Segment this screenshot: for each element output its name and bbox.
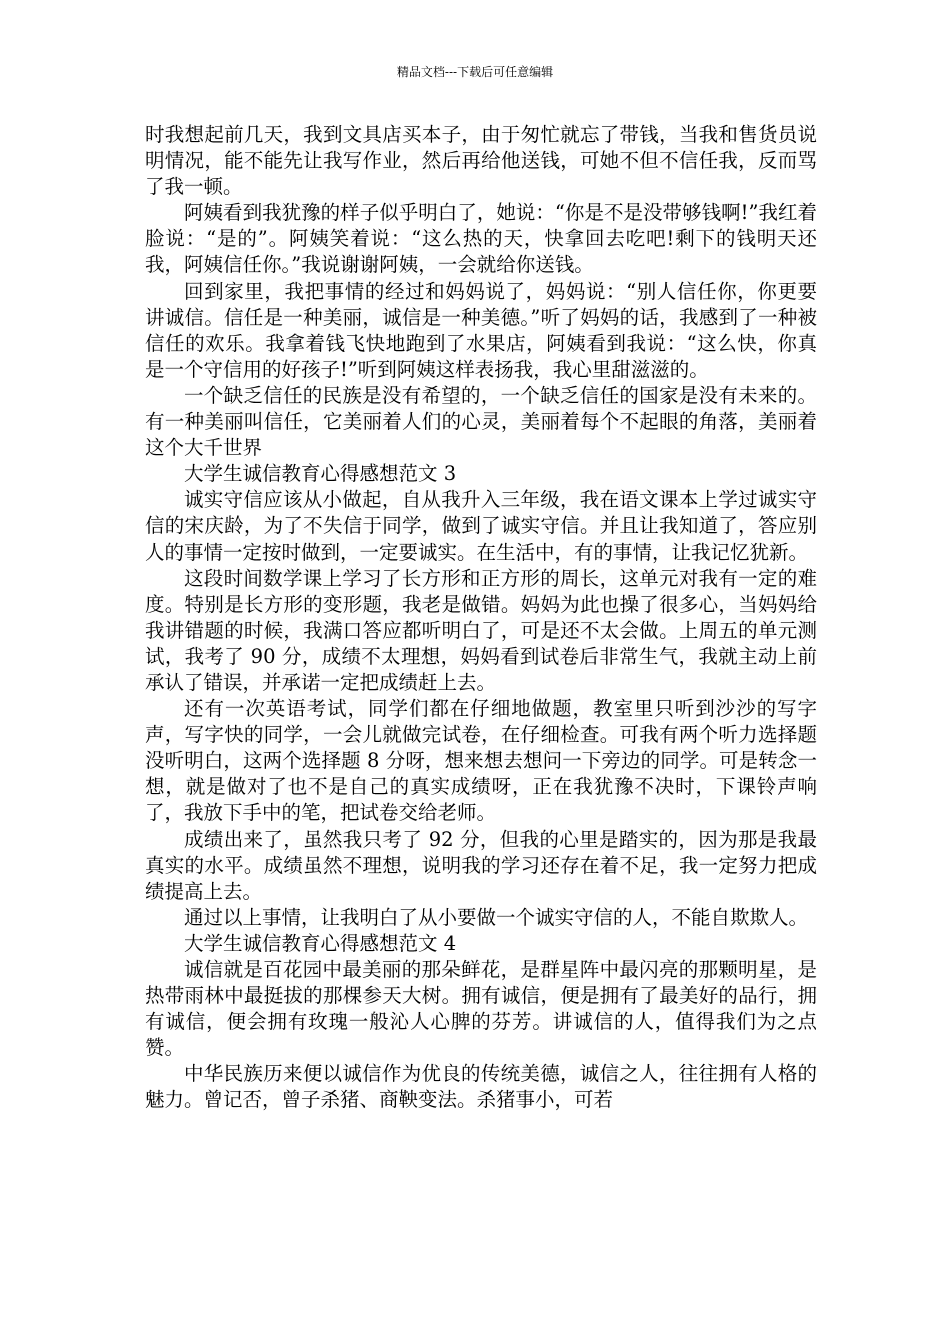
paragraph: 诚信就是百花园中最美丽的那朵鲜花，是群星阵中最闪亮的那颗明星，是热带雨林中最挺拔的那棵参天大树。拥有诚信，便是拥有了最美好的品行，拥有诚信，便会拥有玫瑰一般沁人心脾的芬芳。讲诚信的人，值得我们为之点赞。 [145,958,817,1060]
paragraph: 成绩出来了，虽然我只考了 92 分，但我的心里是踏实的，因为那是我最真实的水平。成绩虽然不理想，说明我的学习还存在着不足，我一定努力把成绩提高上去。 [145,827,817,903]
paragraph: 回到家里，我把事情的经过和妈妈说了，妈妈说：“别人信任你，你更要讲诚信。信任是一种美丽，诚信是一种美德。”听了妈妈的话，我感到了一种被信任的欢乐。我拿着钱飞快地跑到了水果店，阿姨看到我说：“这么快，你真是一个守信用的好孩子!”听到阿姨这样表扬我，我心里甜滋滋的。 [145,279,817,381]
section-heading: 大学生诚信教育心得感想范文 4 [184,931,457,955]
paragraph: 阿姨看到我犹豫的样子似乎明白了，她说：“你是不是没带够钱啊!”我红着脸说：“是的”。阿姨笑着说：“这么热的天，快拿回去吃吧!剩下的钱明天还我，阿姨信任你。”我说谢谢阿姨，一会就给你送钱。 [145,201,817,277]
paragraph-continued: 时我想起前几天，我到文具店买本子，由于匆忙就忘了带钱，当我和售货员说明情况，能不能先让我写作业，然后再给他送钱，可她不但不信任我，反而骂了我一顿。 [145,123,817,199]
section-heading: 大学生诚信教育心得感想范文 3 [184,462,457,486]
document-body [145,122,817,1114]
paragraph: 还有一次英语考试，同学们都在仔细地做题，教室里只听到沙沙的写字声，写字快的同学，一会儿就做完试卷，在仔细检查。可我有两个听力选择题没听明白，这两个选择题 8 分呀，想来想去想问一下旁边的同学。可是转念一想，就是做对了也不是自己的真实成绩呀，正在我犹豫不决时，下课铃声响了，我放下手中的笔，把试卷交给老师。 [145,697,817,825]
paragraph: 这段时间数学课上学习了长方形和正方形的周长，这单元对我有一定的难度。特别是长方形的变形题，我老是做错。妈妈为此也操了很多心，当妈妈给我讲错题的时候，我满口答应都听明白了，可是还不太会做。上周五的单元测试，我考了 90 分，成绩不太理想，妈妈看到试卷后非常生气，我就主动上前承认了错误，并承诺一定把成绩赶上去。 [145,566,817,694]
page-header: 精品文档---下载后可任意编辑 [396,65,554,79]
paragraph: 中华民族历来便以诚信作为优良的传统美德，诚信之人，往往拥有人格的魅力。曾记否，曾子杀猪、商鞅变法。杀猪事小，可若 [145,1062,817,1112]
paragraph: 诚实守信应该从小做起，自从我升入三年级，我在语文课本上学过诚实守信的宋庆龄，为了不失信于同学，做到了诚实守信。并且让我知道了，答应别人的事情一定按时做到，一定要诚实。在生活中，有的事情，让我记忆犹新。 [145,488,817,564]
paragraph: 一个缺乏信任的民族是没有希望的，一个缺乏信任的国家是没有未来的。有一种美丽叫信任，它美丽着人们的心灵，美丽着每个不起眼的角落，美丽着这个大千世界 [145,383,817,460]
paragraph: 通过以上事情，让我明白了从小要做一个诚实守信的人，不能自欺欺人。 [184,905,809,929]
